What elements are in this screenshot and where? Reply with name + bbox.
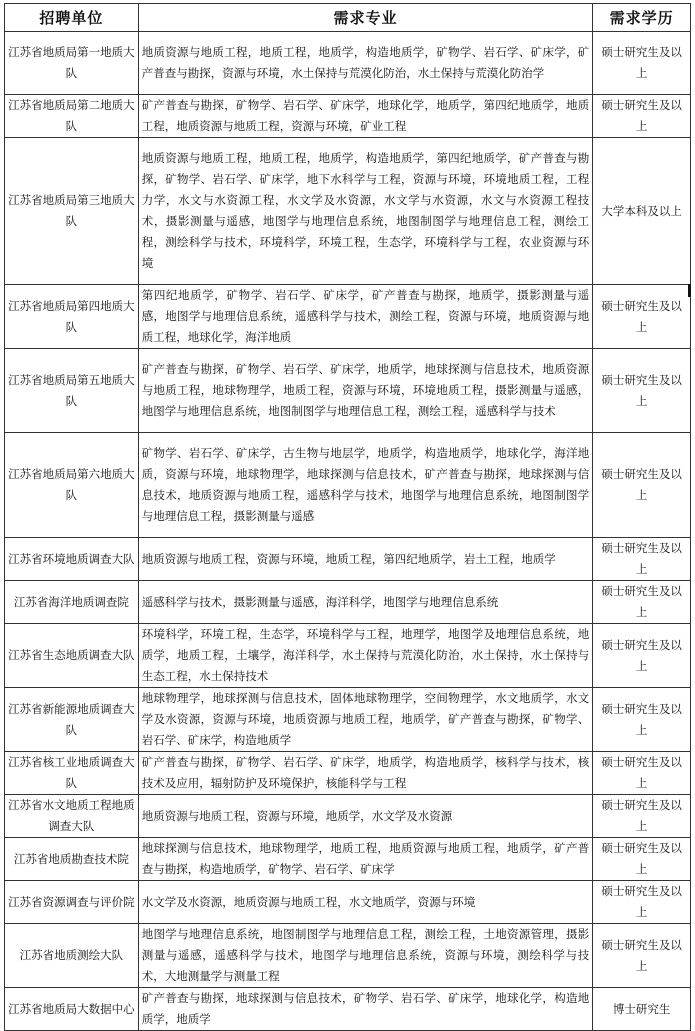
table-row: [5, 988, 691, 1031]
unit-cell: 江苏省地质测绘大队: [5, 924, 139, 988]
header-education: 需求学历: [593, 4, 691, 32]
unit-cell: 江苏省地质局第三地质大队: [5, 138, 139, 285]
table-body: [5, 32, 691, 1031]
major-cell: 遥感科学与技术，摄影测量与遥感，海洋科学，地图学与地理信息系统: [138, 581, 593, 624]
header-unit: 招聘单位: [5, 4, 139, 32]
education-cell: 硕士研究生及以上: [593, 95, 691, 138]
major-cell: 地质资源与地质工程，资源与环境，地质工程，第四纪地质学，岩土工程，地质学: [138, 538, 593, 581]
table-row: [5, 138, 691, 285]
unit-cell: 江苏省海洋地质调查院: [5, 581, 139, 624]
education-cell: 博士研究生: [593, 988, 691, 1031]
major-cell: 地球物理学，地球探测与信息技术，固体地球物理学，空间物理学，水文地质学，水文学及水资源，资源与环境，地质资源与地质工程，地质学，矿产普查与勘探，矿物学、岩石学、矿床学，构造地质学: [138, 688, 593, 752]
major-cell: 地图学与地理信息系统，地图制图学与地理信息工程，测绘工程，土地资源管理，摄影测量与遥感，遥感科学与技术，地图学与地理信息系统，资源与环境，测绘科学与技术，大地测量学与测量工程: [138, 924, 593, 988]
unit-cell: 江苏省新能源地质调查大队: [5, 688, 139, 752]
table-row: [5, 581, 691, 624]
education-cell: 硕士研究生及以上: [593, 433, 691, 538]
table-header: [5, 4, 691, 32]
education-cell: 硕士研究生及以上: [593, 32, 691, 95]
education-cell: 硕士研究生及以上: [593, 285, 691, 349]
table-row: [5, 795, 691, 838]
unit-cell: 江苏省地质局第六地质大队: [5, 433, 139, 538]
unit-cell: 江苏省地质局第五地质大队: [5, 349, 139, 433]
table-row: [5, 95, 691, 138]
unit-cell: 江苏省生态地质调查大队: [5, 624, 139, 688]
major-cell: 地质资源与地质工程，地质工程，地质学，构造地质学，矿物学、岩石学、矿床学，矿产普查与勘探，资源与环境，水土保持与荒漠化防治，水土保持与荒漠化防治学: [138, 32, 593, 95]
major-cell: 地球探测与信息技术，地球物理学，地质工程，地质资源与地质工程，地质学，矿产普查与勘探，构造地质学，矿物学、岩石学、矿床学: [138, 838, 593, 881]
major-cell: 水文学及水资源，地质资源与地质工程，水文地质学，资源与环境: [138, 881, 593, 924]
education-cell: 大学本科及以上: [593, 138, 691, 285]
header-major: 需求专业: [138, 4, 593, 32]
unit-cell: 江苏省环境地质调查大队: [5, 538, 139, 581]
unit-cell: 江苏省地质勘查技术院: [5, 838, 139, 881]
major-cell: 矿产普查与勘探，矿物学、岩石学、矿床学，地质学，构造地质学，核科学与技术，核技术及应用，辐射防护及环境保护，核能科学与工程: [138, 752, 593, 795]
education-cell: 硕士研究生及以上: [593, 924, 691, 988]
education-cell: 硕士研究生及以上: [593, 538, 691, 581]
table-row: [5, 924, 691, 988]
unit-cell: 江苏省地质局大数据中心: [5, 988, 139, 1031]
education-cell: 硕士研究生及以上: [593, 624, 691, 688]
education-cell: 硕士研究生及以上: [593, 838, 691, 881]
table-row: [5, 32, 691, 95]
table-row: [5, 688, 691, 752]
table-row: [5, 838, 691, 881]
major-cell: 环境科学，环境工程，生态学，环境科学与工程，地理学，地图学及地理信息系统，地质学，地质工程，土壤学，海洋科学，水土保持与荒漠化防治，水土保持，水土保持与生态工程，水土保持技术: [138, 624, 593, 688]
education-cell: 硕士研究生及以上: [593, 688, 691, 752]
education-cell: 硕士研究生及以上: [593, 581, 691, 624]
major-cell: 地质资源与地质工程，地质工程，地质学，构造地质学，第四纪地质学，矿产普查与勘探，矿物学、岩石学、矿床学，地下水科学与工程，资源与环境，环境地质工程，工程力学，水文与水资源工程，水文学及水资源，水文学与水资源，水文与水资源工程技术，摄影测量与遥感，地图学与地理信息系统，地图制图学与地理信息工程，测绘工程，测绘科学与技术，环境科学，环境工程，生态学，环境科学与工程，农业资源与环境: [138, 138, 593, 285]
table-row: [5, 285, 691, 349]
table-row: [5, 433, 691, 538]
edge-mark: [688, 284, 691, 297]
table-row: [5, 881, 691, 924]
unit-cell: 江苏省地质局第一地质大队: [5, 32, 139, 95]
table-row: [5, 624, 691, 688]
table-row: [5, 538, 691, 581]
unit-cell: 江苏省水文地质工程地质调查大队: [5, 795, 139, 838]
major-cell: 矿物学、岩石学、矿床学，古生物与地层学，地质学，构造地质学，地球化学，海洋地质，资源与环境，地球物理学，地球探测与信息技术，矿产普查与勘探，地球探测与信息技术，地质资源与地质工程，遥感科学与技术，地图学与地理信息系统，地图制图学与地理信息工程，摄影测量与遥感: [138, 433, 593, 538]
unit-cell: 江苏省地质局第四地质大队: [5, 285, 139, 349]
header-row: [5, 4, 691, 32]
table-row: [5, 349, 691, 433]
education-cell: 硕士研究生及以上: [593, 795, 691, 838]
unit-cell: 江苏省资源调查与评价院: [5, 881, 139, 924]
recruitment-table: [4, 3, 691, 1031]
major-cell: 第四纪地质学，矿物学、岩石学、矿床学，矿产普查与勘探，地质学，摄影测量与遥感，地图学与地理信息系统，遥感科学与技术，测绘工程，资源与环境，地质资源与地质工程，地球化学，海洋地质: [138, 285, 593, 349]
education-cell: 硕士研究生及以上: [593, 349, 691, 433]
unit-cell: 江苏省核工业地质调查大队: [5, 752, 139, 795]
education-cell: 硕士研究生及以上: [593, 881, 691, 924]
education-cell: 硕士研究生及以上: [593, 752, 691, 795]
table-row: [5, 752, 691, 795]
unit-cell: 江苏省地质局第二地质大队: [5, 95, 139, 138]
major-cell: 地质资源与地质工程，资源与环境，地质学，水文学及水资源: [138, 795, 593, 838]
major-cell: 矿产普查与勘探，矿物学、岩石学、矿床学，地球化学，地质学，第四纪地质学，地质工程，地质资源与地质工程，资源与环境，矿业工程: [138, 95, 593, 138]
major-cell: 矿产普查与勘探，矿物学、岩石学、矿床学，地质学，地球探测与信息技术，地质资源与地质工程，地球物理学，地质工程，资源与环境，环境地质工程，摄影测量与遥感，地图学与地理信息系统，地图制图学与地理信息工程，测绘工程，遥感科学与技术: [138, 349, 593, 433]
major-cell: 矿产普查与勘探，地球探测与信息技术，矿物学、岩石学、矿床学，地球化学，构造地质学，地质学: [138, 988, 593, 1031]
